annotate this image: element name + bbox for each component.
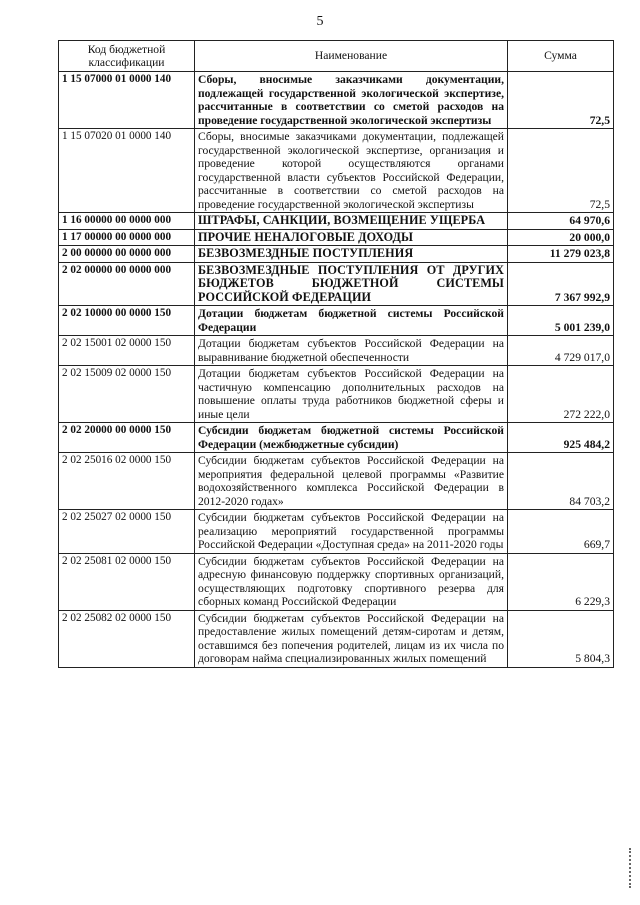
row-amount: 72,5 bbox=[508, 72, 614, 129]
row-amount: 7 367 992,9 bbox=[508, 262, 614, 306]
row-name: Субсидии бюджетам бюджетной системы Российской Федерации (межбюджетные субсидии) bbox=[195, 423, 508, 453]
row-code: 2 00 00000 00 0000 000 bbox=[59, 246, 195, 263]
row-code: 2 02 20000 00 0000 150 bbox=[59, 423, 195, 453]
row-code: 2 02 25027 02 0000 150 bbox=[59, 510, 195, 554]
row-code: 2 02 15009 02 0000 150 bbox=[59, 366, 195, 423]
row-amount: 272 222,0 bbox=[508, 366, 614, 423]
table-row bbox=[59, 262, 614, 306]
table-row bbox=[59, 510, 614, 554]
row-code: 1 15 07000 01 0000 140 bbox=[59, 72, 195, 129]
row-code: 2 02 00000 00 0000 000 bbox=[59, 262, 195, 306]
page-number: 5 bbox=[316, 14, 324, 29]
row-name: Сборы, вносимые заказчиками документации, подлежащей государственной экологической экспертизе, рассчитанные в соответствии со сметой расходов на проведение государственной экологической экспертизы bbox=[195, 72, 508, 129]
row-name: ПРОЧИЕ НЕНАЛОГОВЫЕ ДОХОДЫ bbox=[195, 229, 508, 246]
table-row bbox=[59, 453, 614, 510]
row-name: Сборы, вносимые заказчиками документации, подлежащей государственной экологической экспертизе, организация и проведение которой осуществляются органами государственной власти субъектов Российской Федерации, рассчитанные в соответствии со сметой расходов на проведение государственной экологической экспертизы bbox=[195, 129, 508, 213]
row-code: 1 16 00000 00 0000 000 bbox=[59, 213, 195, 230]
row-amount: 11 279 023,8 bbox=[508, 246, 614, 263]
row-amount: 84 703,2 bbox=[508, 453, 614, 510]
row-code: 1 17 00000 00 0000 000 bbox=[59, 229, 195, 246]
row-amount: 72,5 bbox=[508, 129, 614, 213]
row-name: Дотации бюджетам субъектов Российской Федерации на выравнивание бюджетной обеспеченности bbox=[195, 336, 508, 366]
table-row bbox=[59, 213, 614, 230]
table-row bbox=[59, 336, 614, 366]
row-name: ШТРАФЫ, САНКЦИИ, ВОЗМЕЩЕНИЕ УЩЕРБА bbox=[195, 213, 508, 230]
row-code: 2 02 25081 02 0000 150 bbox=[59, 553, 195, 610]
row-code: 2 02 15001 02 0000 150 bbox=[59, 336, 195, 366]
row-name: Субсидии бюджетам субъектов Российской Федерации на мероприятия федеральной целевой программы «Развитие водохозяйственного комплекса Российской Федерации в 2012-2020 годах» bbox=[195, 453, 508, 510]
table-row bbox=[59, 306, 614, 336]
row-amount: 20 000,0 bbox=[508, 229, 614, 246]
table-row bbox=[59, 553, 614, 610]
row-code: 2 02 25082 02 0000 150 bbox=[59, 610, 195, 667]
row-amount: 5 001 239,0 bbox=[508, 306, 614, 336]
header-code: Код бюджетной классификации bbox=[59, 41, 195, 72]
row-name: БЕЗВОЗМЕЗДНЫЕ ПОСТУПЛЕНИЯ bbox=[195, 246, 508, 263]
row-code: 1 15 07020 01 0000 140 bbox=[59, 129, 195, 213]
budget-table bbox=[58, 40, 614, 668]
row-code: 2 02 25016 02 0000 150 bbox=[59, 453, 195, 510]
row-name: Дотации бюджетам субъектов Российской Федерации на частичную компенсацию дополнительных расходов на повышение оплаты труда работников бюджетной сферы и иные цели bbox=[195, 366, 508, 423]
row-amount: 925 484,2 bbox=[508, 423, 614, 453]
table-row bbox=[59, 72, 614, 129]
row-amount: 6 229,3 bbox=[508, 553, 614, 610]
row-name: Дотации бюджетам бюджетной системы Российской Федерации bbox=[195, 306, 508, 336]
row-amount: 64 970,6 bbox=[508, 213, 614, 230]
row-name: Субсидии бюджетам субъектов Российской Федерации на адресную финансовую поддержку спортивных организаций, осуществляющих подготовку спортивного резерва для сборных команд Российской Федерации bbox=[195, 553, 508, 610]
table-header-row bbox=[59, 41, 614, 72]
header-amount: Сумма bbox=[508, 41, 614, 72]
table-row bbox=[59, 229, 614, 246]
table-row bbox=[59, 423, 614, 453]
row-name: Субсидии бюджетам субъектов Российской Федерации на реализацию мероприятий государственной программы Российской Федерации «Доступная среда» на 2011-2020 годы bbox=[195, 510, 508, 554]
table-row bbox=[59, 246, 614, 263]
row-name: Субсидии бюджетам субъектов Российской Федерации на предоставление жилых помещений детям-сиротам и детям, оставшимся без попечения родителей, лицам из их числа по договорам найма специализированных жилых помещений bbox=[195, 610, 508, 667]
row-name: БЕЗВОЗМЕЗДНЫЕ ПОСТУПЛЕНИЯ ОТ ДРУГИХ БЮДЖЕТОВ БЮДЖЕТНОЙ СИСТЕМЫ РОССИЙСКОЙ ФЕДЕРАЦИИ bbox=[195, 262, 508, 306]
table-row bbox=[59, 610, 614, 667]
row-amount: 669,7 bbox=[508, 510, 614, 554]
table-row bbox=[59, 129, 614, 213]
header-name: Наименование bbox=[195, 41, 508, 72]
row-code: 2 02 10000 00 0000 150 bbox=[59, 306, 195, 336]
row-amount: 4 729 017,0 bbox=[508, 336, 614, 366]
table-row bbox=[59, 366, 614, 423]
scan-margin-mark bbox=[629, 848, 634, 888]
row-amount: 5 804,3 bbox=[508, 610, 614, 667]
